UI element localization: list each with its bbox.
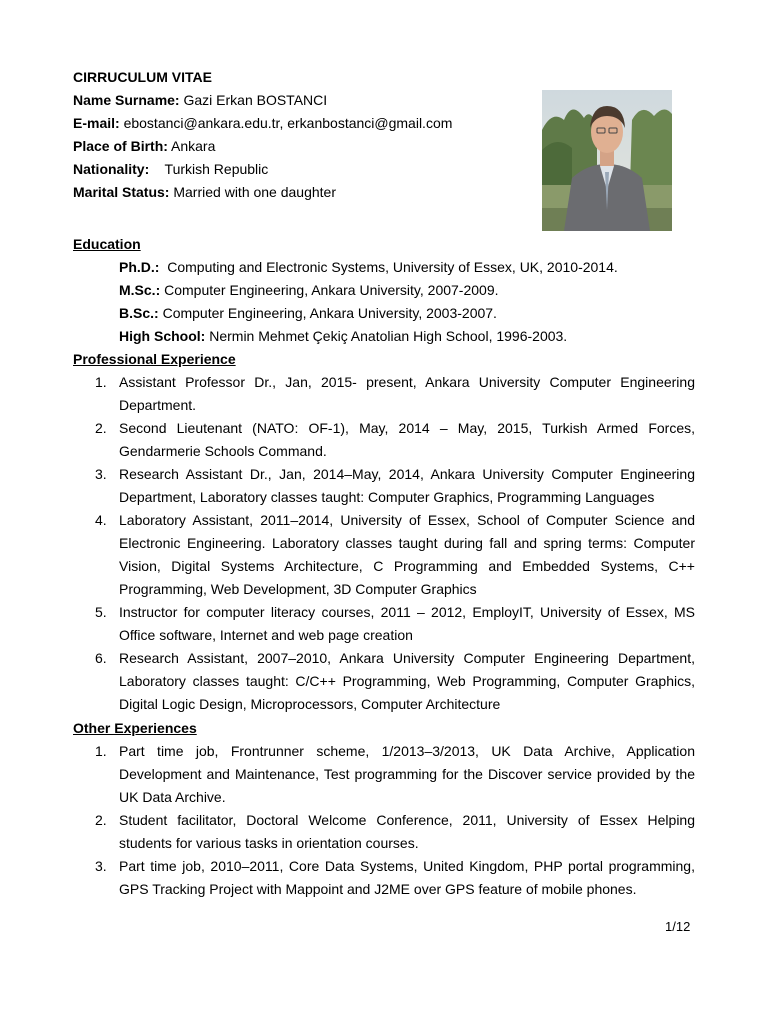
item-text: Laboratory Assistant, 2011–2014, University of Essex, School of Computer Science and Electronic Engineering. Laboratory classes taught during fall and spring terms: Computer Vision, Digital Systems Architecture, C Programming and Embedded Systems, C++ Programming, Web Development, 3D Computer Graphics [119, 512, 695, 597]
education-item [119, 302, 679, 325]
item-text: Assistant Professor Dr., Jan, 2015- present, Ankara University Computer Engineering Department. [119, 374, 695, 413]
education-item [119, 279, 679, 302]
item-text: Second Lieutenant (NATO: OF-1), May, 2014 – May, 2015, Turkish Armed Forces, Gendarmerie Schools Command. [119, 420, 695, 459]
item-number: 5. [95, 604, 107, 620]
page-number: 1/12 [665, 919, 691, 934]
item-number: 1. [95, 743, 107, 759]
item-number: 4. [95, 512, 107, 528]
item-number: 6. [95, 650, 107, 666]
degree-label: M.Sc.: [119, 282, 161, 298]
portrait-photo [542, 90, 672, 231]
field-nationality [73, 158, 533, 181]
item-number: 3. [95, 466, 107, 482]
portrait-photo-icon [542, 90, 672, 231]
field-email [73, 112, 533, 135]
item-text: Research Assistant, 2007–2010, Ankara University Computer Engineering Department, Laboratory classes taught: C/C++ Programming, Web Programming, Computer Graphics, Digital Logic Design, Microprocessors, Computer Architecture [119, 650, 695, 712]
degree-value: Computing and Electronic Systems, University of Essex, UK, 2010-2014. [159, 259, 618, 275]
degree-value: Computer Engineering, Ankara University, 2003-2007. [158, 305, 497, 321]
professional-heading: Professional Experience [73, 351, 236, 367]
degree-label: Ph.D.: [119, 259, 160, 275]
field-label: E-mail: [73, 115, 120, 131]
field-birthplace [73, 135, 533, 158]
field-marital-status [73, 181, 533, 204]
degree-label: B.Sc.: [119, 305, 159, 321]
other-experiences-list [73, 740, 695, 901]
list-item [73, 509, 695, 601]
field-value: Gazi Erkan BOSTANCI [179, 92, 328, 108]
field-label: Nationality: [73, 161, 150, 177]
list-item [73, 417, 695, 463]
item-number: 3. [95, 858, 107, 874]
item-number: 1. [95, 374, 107, 390]
field-name [73, 89, 533, 112]
item-text: Part time job, Frontrunner scheme, 1/2013–3/2013, UK Data Archive, Application Development and Maintenance, Test programming for the Discover service provided by the UK Data Archive. [119, 743, 695, 805]
education-item [119, 256, 679, 279]
item-number: 2. [95, 812, 107, 828]
list-item [73, 463, 695, 509]
item-text: Instructor for computer literacy courses, 2011 – 2012, EmployIT, University of Essex, MS Office software, Internet and web page creation [119, 604, 695, 643]
item-text: Part time job, 2010–2011, Core Data Systems, United Kingdom, PHP portal programming, GPS Tracking Project with Mappoint and J2ME over GPS feature of mobile phones. [119, 858, 695, 897]
list-item [73, 809, 695, 855]
degree-value: Nermin Mehmet Çekiç Anatolian High School, 1996-2003. [205, 328, 568, 344]
personal-info [73, 66, 533, 204]
document-title: CIRRUCULUM VITAE [73, 69, 212, 85]
field-value: Turkish Republic [149, 161, 269, 177]
list-item [73, 371, 695, 417]
item-number: 2. [95, 420, 107, 436]
other-experiences-heading: Other Experiences [73, 720, 197, 736]
item-text: Research Assistant Dr., Jan, 2014–May, 2014, Ankara University Computer Engineering Department, Laboratory classes taught: Computer Graphics, Programming Languages [119, 466, 695, 505]
education-list [119, 256, 679, 348]
field-value: Married with one daughter [169, 184, 337, 200]
degree-label: High School: [119, 328, 206, 344]
field-label: Marital Status: [73, 184, 170, 200]
degree-value: Computer Engineering, Ankara University, 2007-2009. [160, 282, 499, 298]
education-heading: Education [73, 236, 141, 252]
field-value: Ankara [167, 138, 216, 154]
list-item [73, 601, 695, 647]
field-label: Place of Birth: [73, 138, 168, 154]
education-item [119, 325, 679, 348]
list-item [73, 855, 695, 901]
professional-list [73, 371, 695, 716]
item-text: Student facilitator, Doctoral Welcome Conference, 2011, University of Essex Helping students for various tasks in orientation courses. [119, 812, 695, 851]
field-value: ebostanci@ankara.edu.tr, erkanbostanci@gmail.com [119, 115, 453, 131]
list-item [73, 740, 695, 809]
field-label: Name Surname: [73, 92, 180, 108]
list-item [73, 647, 695, 716]
